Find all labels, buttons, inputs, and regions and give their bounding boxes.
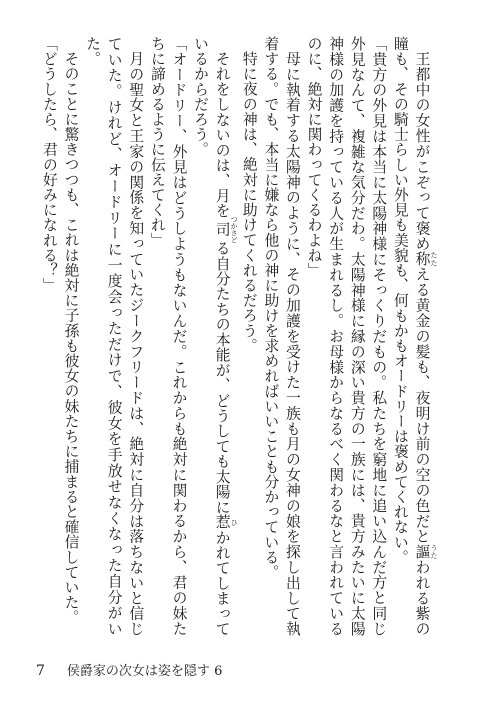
ruby-reading: ひ [230, 514, 239, 530]
ruby-word [413, 543, 438, 560]
text-segment: 母に執着する太陽神のように、その加護を受けた一族も月の女神の娘を探し出して執着する。でも、本当に嫌なら他の神に助けを求めればいいことも分かっている。 [262, 36, 301, 636]
ruby-word [213, 514, 239, 530]
ruby-reading: たた [430, 251, 438, 267]
volume-number: 6 [214, 664, 223, 679]
narration-paragraph [82, 36, 147, 636]
text-segment: 王都中の女性がこぞって褒め [413, 50, 431, 252]
page-footer [36, 660, 222, 679]
text-segment: われる紫の瞳も、その騎士らしい外見も美貌も、何もかもオードリーは褒めてくれない。 [391, 36, 431, 636]
ruby-base: 司 [213, 215, 231, 244]
narration-paragraph [60, 36, 82, 636]
running-title [67, 660, 222, 679]
ruby-word [213, 215, 239, 244]
text-segment: それをしないのは、月を [213, 50, 231, 219]
vertical-text-body [40, 36, 438, 636]
text-segment: そのことに驚きつつも、これは絶対に子孫も彼女の妹たちに捕まると確信していた。 [62, 50, 80, 625]
ruby-word [413, 251, 438, 267]
text-segment: 「貴方の外見は本当に太陽神様にそっくりだもの。私たちを窮地に追い込んだ方と同じ外見なんて、複雑な気分だわ。太陽神様に縁の深い貴方の一族には、貴方みたいに太陽神様の加護を持っている人が生まれるし。お母様からなるべく関わるなと言われているのに、絶対に関わってくるわよね」 [305, 36, 388, 636]
ruby-base: 称 [413, 251, 431, 267]
narration-paragraph [389, 36, 438, 636]
ruby-reading: うた [430, 543, 438, 559]
ruby-base: 謳 [413, 543, 431, 560]
narration-paragraph [189, 36, 238, 636]
ruby-reading: つかさど [230, 215, 239, 244]
dialogue-paragraph [38, 36, 60, 636]
text-segment: 月の聖女と王家の関係を知っていたジークフリードは、絶対に自分は落ちないと信じていた。けれど、オードリーに一度会っただけで、彼女を手放せなくなった自分がいた。 [84, 36, 145, 636]
text-segment: 「オードリー、外見はどうしようもないんだ。これからも絶対に関わるから、君の妹たちに諦めるように伝えてくれ」 [148, 36, 188, 636]
ruby-base: 惹 [213, 514, 231, 530]
page-number: 7 [36, 663, 45, 679]
text-segment: 「どうしたら、君の好みになれる？」 [40, 36, 58, 293]
narration-paragraph [238, 36, 260, 636]
dialogue-paragraph [146, 36, 189, 636]
book-title: 侯爵家の次女は姿を隠す [66, 664, 210, 679]
text-segment: 特に夜の神は、絶対に助けてくれるだろう。 [240, 50, 258, 353]
text-segment: える黄金の髪も、夜明け前の空の色だと [413, 266, 431, 544]
dialogue-paragraph [303, 36, 389, 636]
narration-paragraph [260, 36, 303, 636]
text-segment: かれてしまっているからだろう。 [192, 36, 231, 636]
text-segment: る自分たちの本能が、どうしても太陽に [213, 240, 231, 515]
